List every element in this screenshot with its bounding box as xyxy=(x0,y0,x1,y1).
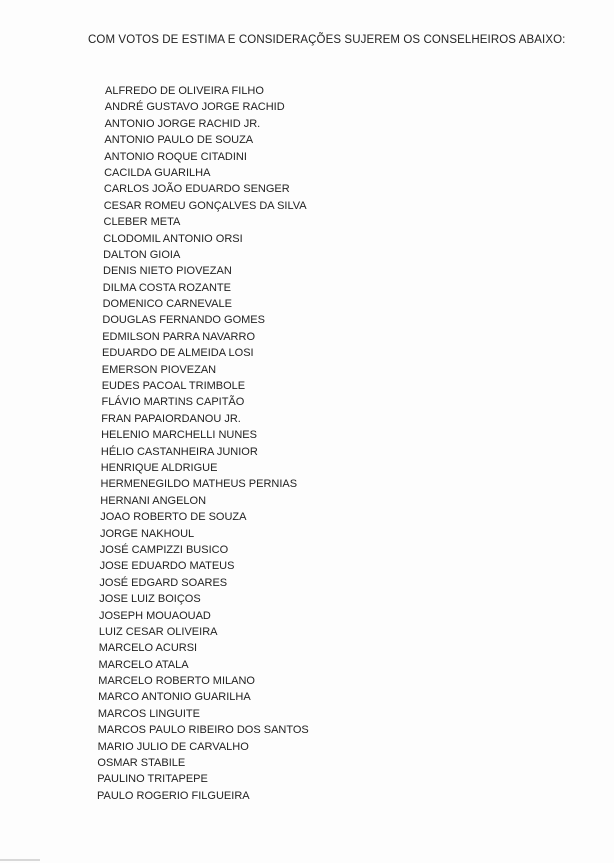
councillor-name: JOSE LUIZ BOIÇOS xyxy=(99,593,201,606)
councillor-name: JORGE NAKHOUL xyxy=(100,527,195,540)
councillor-name: LUIZ CESAR OLIVEIRA xyxy=(98,625,218,638)
councillor-name: DENIS NIETO PIOVEZAN xyxy=(103,265,232,278)
councillor-name: ALFREDO DE OLIVEIRA FILHO xyxy=(105,85,264,97)
councillor-name: JOSÉ EDGARD SOARES xyxy=(99,576,228,589)
councillor-name: HÉLIO CASTANHEIRA JUNIOR xyxy=(100,445,258,458)
councillor-name: JOSÉ CAMPIZZI BUSICO xyxy=(99,543,229,556)
scan-edge-mark xyxy=(0,859,40,861)
councillor-name: DOUGLAS FERNANDO GOMES xyxy=(102,314,265,327)
councillor-name: JOAO ROBERTO DE SOUZA xyxy=(100,511,247,524)
councillor-name: EDMILSON PARRA NAVARRO xyxy=(102,330,255,343)
councillor-name: EMERSON PIOVEZAN xyxy=(101,363,217,376)
councillor-name: PAULINO TRITAPEPE xyxy=(97,773,208,786)
councillor-name: EDUARDO DE ALMEIDA LOSI xyxy=(102,347,254,360)
councillor-name: JOSEPH MOUAOUAD xyxy=(99,609,211,622)
councillor-name: CACILDA GUARILHA xyxy=(104,166,211,179)
councillor-name: ANTONIO PAULO DE SOUZA xyxy=(104,134,254,147)
councillor-name: OSMAR STABILE xyxy=(97,757,186,770)
councillor-name: DILMA COSTA ROZANTE xyxy=(102,281,231,294)
councillor-name: ANTONIO ROQUE CITADINI xyxy=(104,150,247,163)
councillor-name: MARCELO ACURSI xyxy=(98,642,198,655)
councillor-name: CARLOS JOÃO EDUARDO SENGER xyxy=(103,183,290,196)
councillor-name: MARCOS PAULO RIBEIRO DOS SANTOS xyxy=(97,724,309,737)
councillor-name: MARCOS LINGUITE xyxy=(97,707,200,720)
councillor-name: MARCO ANTONIO GUARILHA xyxy=(98,691,251,704)
councillor-name: EUDES PACOAL TRIMBOLE xyxy=(101,380,246,393)
councillor-name: PAULO ROGERIO FILGUEIRA xyxy=(97,789,250,802)
councillor-name: DALTON GIOIA xyxy=(103,248,181,261)
councillor-name: HENRIQUE ALDRIGUE xyxy=(100,461,218,474)
councillor-list xyxy=(0,83,309,804)
councillor-name: JOSE EDUARDO MATEUS xyxy=(99,560,235,573)
councillor-name: HELENIO MARCHELLI NUNES xyxy=(101,429,257,442)
councillor-name: CESAR ROMEU GONÇALVES DA SILVA xyxy=(103,199,307,212)
councillor-name: FRAN PAPAIORDANOU JR. xyxy=(101,412,241,425)
councillor-name: CLODOMIL ANTONIO ORSI xyxy=(103,232,243,245)
councillor-name: ANDRÉ GUSTAVO JORGE RACHID xyxy=(104,101,285,114)
councillor-name: DOMENICO CARNEVALE xyxy=(102,298,232,311)
councillor-name: CLEBER META xyxy=(103,216,181,229)
councillor-name: ANTONIO JORGE RACHID JR. xyxy=(104,117,261,130)
document-heading: COM VOTOS DE ESTIMA E CONSIDERAÇÕES SUJEREM OS CONSELHEIROS ABAIXO: xyxy=(88,34,566,46)
councillor-name: FLÁVIO MARTINS CAPITÃO xyxy=(101,396,245,409)
councillor-name: MARCELO ROBERTO MILANO xyxy=(98,675,255,688)
councillor-name: MARCELO ATALA xyxy=(98,658,189,671)
councillor-name: MARIO JULIO DE CARVALHO xyxy=(97,740,249,753)
councillor-name: HERNANI ANGELON xyxy=(100,494,207,507)
councillor-name: HERMENEGILDO MATHEUS PERNIAS xyxy=(100,478,298,491)
